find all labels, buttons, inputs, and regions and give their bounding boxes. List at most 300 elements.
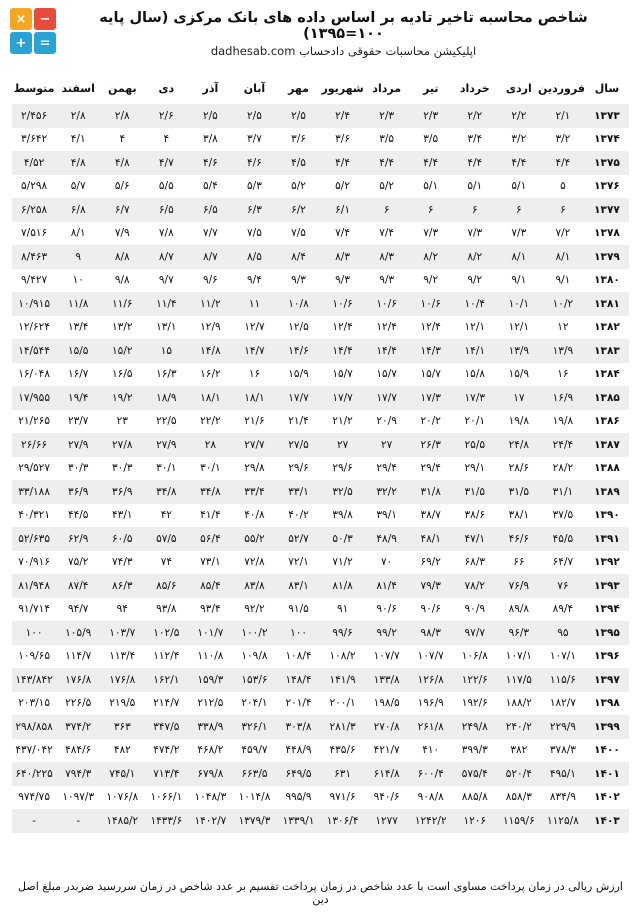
table-cell: ۱۷ (497, 386, 541, 410)
table-cell: ۲۱/۲ (321, 410, 365, 434)
table-cell: ۱۴/۳ (409, 339, 453, 363)
table-cell: ۲/۱ (541, 104, 585, 128)
table-cell: ۸/۱ (497, 245, 541, 269)
average-cell: ۸/۴۶۳ (12, 245, 56, 269)
table-row (12, 222, 629, 246)
table-cell: ۳۸/۷ (409, 504, 453, 528)
table-cell: ۱۵/۹ (497, 363, 541, 387)
table-cell: ۵/۶ (100, 175, 144, 199)
table-cell: ۱۲/۱ (453, 316, 497, 340)
table-cell: ۳۰/۳ (56, 457, 100, 481)
table-cell: ۴۷/۱ (453, 527, 497, 551)
index-table (12, 72, 629, 833)
table-cell: ۷۲/۱ (277, 551, 321, 575)
table-cell: ۶/۵ (144, 198, 188, 222)
minus-icon: − (34, 8, 56, 30)
table-cell: - (56, 809, 100, 833)
table-cell: ۳۷/۵ (541, 504, 585, 528)
table-cell: ۱۱/۶ (100, 292, 144, 316)
table-cell: ۱۱/۸ (56, 292, 100, 316)
table-cell: ۹۹۵/۹ (277, 786, 321, 810)
table-cell: ۹۱ (321, 598, 365, 622)
year-cell: ۱۳۹۲ (585, 551, 629, 575)
table-cell: ۱۰۷/۱ (541, 645, 585, 669)
table-cell: ۲۵/۵ (453, 433, 497, 457)
table-cell: ۴/۸ (100, 151, 144, 175)
table-cell: ۵/۵ (144, 175, 188, 199)
table-cell: ۶۷۹/۸ (188, 762, 232, 786)
table-cell: ۷/۵ (232, 222, 276, 246)
table-cell: ۱۰۸/۴ (277, 645, 321, 669)
table-row (12, 739, 629, 763)
table-cell: ۳۱/۸ (409, 480, 453, 504)
table-cell: ۱۲۰۶ (453, 809, 497, 833)
table-cell: ۹۰/۶ (409, 598, 453, 622)
table-cell: ۱۲/۹ (188, 316, 232, 340)
year-cell: ۱۳۹۶ (585, 645, 629, 669)
table-cell: ۶/۲ (277, 198, 321, 222)
table-cell: ۹/۲ (409, 269, 453, 293)
footer-note: ارزش ریالی در زمان پرداخت مساوی است با عدد شاخص در زمان پرداخت تقسیم بر عدد شاخص در زمان سررسید ضربدر مبلغ اصل دین (18, 880, 623, 906)
table-cell: ۱۵/۷ (365, 363, 409, 387)
table-cell: ۳۹۹/۳ (453, 739, 497, 763)
table-cell: ۲/۴ (321, 104, 365, 128)
table-cell: ۱۴/۴ (321, 339, 365, 363)
table-cell: ۲۴/۴ (541, 433, 585, 457)
table-cell: ۱۱ (232, 292, 276, 316)
table-cell: ۱۴۰۲/۷ (188, 809, 232, 833)
column-header: مرداد (372, 81, 402, 95)
table-row (12, 410, 629, 434)
table-cell: ۲۱۴/۷ (144, 692, 188, 716)
table-cell: ۶۶۳/۵ (232, 762, 276, 786)
table-cell: ۱۹۶/۹ (409, 692, 453, 716)
table-cell: ۸۵/۴ (188, 574, 232, 598)
table-cell: ۱۸/۱ (232, 386, 276, 410)
table-cell: ۲۰۱/۴ (277, 692, 321, 716)
table-cell: ۲۴۰/۲ (497, 715, 541, 739)
table-cell: ۳۰/۱ (144, 457, 188, 481)
average-cell: ۱۴/۵۴۴ (12, 339, 56, 363)
table-cell: ۲۷/۵ (277, 433, 321, 457)
table-row (12, 151, 629, 175)
table-header-row (12, 72, 629, 104)
year-cell: ۱۳۸۸ (585, 457, 629, 481)
table-cell: ۱۸/۹ (144, 386, 188, 410)
table-cell: ۱۰۴۸/۳ (188, 786, 232, 810)
table-cell: ۶۴۹/۵ (277, 762, 321, 786)
year-cell: ۱۳۸۰ (585, 269, 629, 293)
table-cell: ۲۷۰/۸ (365, 715, 409, 739)
table-cell: ۵/۲ (321, 175, 365, 199)
table-cell: ۱۰۷/۷ (409, 645, 453, 669)
year-cell: ۱۳۸۲ (585, 316, 629, 340)
table-cell: ۴۱/۴ (188, 504, 232, 528)
table-cell: ۸/۱ (541, 245, 585, 269)
table-cell: ۱۱۳/۴ (100, 645, 144, 669)
table-cell: ۴۱۰ (409, 739, 453, 763)
table-cell: ۱۹/۸ (541, 410, 585, 434)
table-cell: ۲۰۰/۱ (321, 692, 365, 716)
table-cell: ۴۸۴/۶ (56, 739, 100, 763)
table-cell: ۳۲/۵ (321, 480, 365, 504)
table-cell: ۱۱۲/۴ (144, 645, 188, 669)
table-cell: ۱۵/۸ (453, 363, 497, 387)
table-cell: ۱۰۵/۹ (56, 621, 100, 645)
table-cell: ۷۸/۲ (453, 574, 497, 598)
table-cell: ۱۶/۵ (100, 363, 144, 387)
table-cell: ۲۳/۷ (56, 410, 100, 434)
table-cell: ۷۶ (541, 574, 585, 598)
table-cell: ۹۷۱/۶ (321, 786, 365, 810)
table-cell: ۱۰/۴ (453, 292, 497, 316)
average-cell: ۳/۶۴۲ (12, 128, 56, 152)
average-cell: ۲۹/۵۲۷ (12, 457, 56, 481)
table-cell: ۳۸/۶ (453, 504, 497, 528)
table-cell: ۱۴۱/۹ (321, 668, 365, 692)
table-cell: ۱۱/۲ (188, 292, 232, 316)
multiply-icon: × (10, 8, 32, 30)
table-cell: ۹۸/۳ (409, 621, 453, 645)
table-cell: ۲۱۹/۵ (100, 692, 144, 716)
year-cell: ۱۴۰۱ (585, 762, 629, 786)
table-cell: ۷/۸ (144, 222, 188, 246)
average-cell: ۹۱/۷۱۴ (12, 598, 56, 622)
table-cell: ۹/۸ (100, 269, 144, 293)
table-cell: ۸۷/۴ (56, 574, 100, 598)
table-cell: ۱۹/۴ (56, 386, 100, 410)
table-cell: ۱۶۲/۱ (144, 668, 188, 692)
table-cell: ۸۵/۶ (144, 574, 188, 598)
table-cell: ۳۳۸/۹ (188, 715, 232, 739)
table-cell: ۲۳ (100, 410, 144, 434)
table-cell: ۱۷/۷ (365, 386, 409, 410)
table-cell: ۳۰/۳ (100, 457, 144, 481)
table-cell: ۱۰۹/۸ (232, 645, 276, 669)
year-cell: ۱۳۸۹ (585, 480, 629, 504)
table-cell: ۷/۵ (277, 222, 321, 246)
table-cell: ۱۰۷۶/۸ (100, 786, 144, 810)
table-cell: ۳۹/۱ (365, 504, 409, 528)
table-cell: ۵/۲ (277, 175, 321, 199)
table-cell: ۹/۱ (541, 269, 585, 293)
table-cell: ۷/۹ (100, 222, 144, 246)
table-cell: ۲/۳ (365, 104, 409, 128)
table-cell: ۹۲/۲ (232, 598, 276, 622)
average-cell: ۱۷/۹۵۵ (12, 386, 56, 410)
table-cell: ۶۸/۳ (453, 551, 497, 575)
table-cell: ۹ (56, 245, 100, 269)
table-cell: ۱۳۷۹/۳ (232, 809, 276, 833)
average-cell: ۷۰/۹۱۶ (12, 551, 56, 575)
table-cell: ۱۶ (541, 363, 585, 387)
column-header: متوسط (13, 81, 55, 95)
table-cell: ۲۶۱/۸ (409, 715, 453, 739)
table-cell: ۵/۳ (232, 175, 276, 199)
table-cell: ۶ (365, 198, 409, 222)
table-cell: ۲۷/۹ (56, 433, 100, 457)
table-cell: ۷/۴ (321, 222, 365, 246)
table-cell: ۸/۷ (144, 245, 188, 269)
table-cell: ۱۵/۷ (409, 363, 453, 387)
table-cell: ۶ (409, 198, 453, 222)
table-cell: ۴۲۱/۷ (365, 739, 409, 763)
table-cell: ۲۲/۵ (144, 410, 188, 434)
table-cell: ۱۸/۱ (188, 386, 232, 410)
table-cell: ۳۱/۱ (541, 480, 585, 504)
table-cell: ۷/۷ (188, 222, 232, 246)
table-cell: ۹۳/۸ (144, 598, 188, 622)
table-cell: ۹/۲ (453, 269, 497, 293)
table-cell: ۳۹/۸ (321, 504, 365, 528)
table-cell: ۴/۴ (409, 151, 453, 175)
average-cell: ۲۶/۶۶ (12, 433, 56, 457)
page-subtitle (60, 44, 627, 58)
table-cell: ۸/۳ (365, 245, 409, 269)
table-cell: ۲۲۹/۹ (541, 715, 585, 739)
table-cell: ۴/۴ (365, 151, 409, 175)
table-cell: ۱۹/۲ (100, 386, 144, 410)
table-cell: ۳۷۸/۳ (541, 739, 585, 763)
table-row (12, 786, 629, 810)
table-cell: ۲/۵ (188, 104, 232, 128)
table-cell: ۱۷۶/۸ (56, 668, 100, 692)
table-row (12, 551, 629, 575)
table-cell: ۴ (144, 128, 188, 152)
year-cell: ۱۳۸۶ (585, 410, 629, 434)
table-cell: ۱۰/۱ (497, 292, 541, 316)
year-cell: ۱۳۷۸ (585, 222, 629, 246)
table-row (12, 504, 629, 528)
table-cell: ۴۶۸/۲ (188, 739, 232, 763)
table-cell: ۲۲/۲ (188, 410, 232, 434)
table-cell: ۹۵ (541, 621, 585, 645)
table-cell: ۳۲/۲ (365, 480, 409, 504)
table-cell: ۶ (453, 198, 497, 222)
table-cell: ۱۰۷/۷ (365, 645, 409, 669)
year-cell: ۱۳۷۴ (585, 128, 629, 152)
table-cell: ۶۰/۵ (100, 527, 144, 551)
year-cell: ۱۳۷۶ (585, 175, 629, 199)
table-cell: ۷۹۴/۳ (56, 762, 100, 786)
table-cell: ۹۹/۶ (321, 621, 365, 645)
average-cell: ۶۴۰/۲۲۵ (12, 762, 56, 786)
table-cell: ۴/۴ (497, 151, 541, 175)
table-cell: ۴۸/۱ (409, 527, 453, 551)
table-cell: ۱۱/۴ (144, 292, 188, 316)
table-cell: ۳۴۷/۵ (144, 715, 188, 739)
table-cell: ۱۰۶۶/۱ (144, 786, 188, 810)
table-cell: ۳۴/۸ (188, 480, 232, 504)
average-cell: ۱۰/۹۱۵ (12, 292, 56, 316)
table-cell: ۵/۱ (409, 175, 453, 199)
table-cell: ۷۵/۲ (56, 551, 100, 575)
table-cell: ۴۴/۵ (56, 504, 100, 528)
average-cell: ۱۰۰ (12, 621, 56, 645)
table-cell: ۴۳/۱ (100, 504, 144, 528)
column-header: دی (158, 81, 175, 95)
table-row (12, 245, 629, 269)
table-cell: ۷/۳ (453, 222, 497, 246)
table-cell: ۵۷/۵ (144, 527, 188, 551)
year-cell: ۱۳۹۳ (585, 574, 629, 598)
table-cell: ۲۰/۹ (365, 410, 409, 434)
column-header: بهمن (107, 81, 137, 95)
table-cell: ۳۳/۱ (277, 480, 321, 504)
table-row (12, 128, 629, 152)
table-row (12, 598, 629, 622)
table-cell: ۱۰۶/۸ (453, 645, 497, 669)
year-cell: ۱۳۸۷ (585, 433, 629, 457)
table-cell: ۲۸ (188, 433, 232, 457)
table-cell: ۲۰/۱ (453, 410, 497, 434)
table-cell: ۶/۱ (321, 198, 365, 222)
table-cell: ۹۰۸/۸ (409, 786, 453, 810)
table-cell: ۸۹/۴ (541, 598, 585, 622)
column-header: اردی (505, 81, 532, 95)
table-cell: ۷/۳ (497, 222, 541, 246)
table-cell: ۲۹/۴ (409, 457, 453, 481)
table-cell: ۵ (541, 175, 585, 199)
average-cell: ۱۰۹/۶۵ (12, 645, 56, 669)
table-cell: ۴۸۲ (100, 739, 144, 763)
column-header: آذر (202, 81, 219, 95)
table-cell: ۱۴۸۵/۲ (100, 809, 144, 833)
year-cell: ۱۳۸۴ (585, 363, 629, 387)
table-cell: ۲/۸ (100, 104, 144, 128)
table-cell: ۱۹/۸ (497, 410, 541, 434)
table-cell: ۷۴۵/۱ (100, 762, 144, 786)
table-cell: ۲۶/۳ (409, 433, 453, 457)
table-cell: ۱۴/۸ (188, 339, 232, 363)
table-cell: ۸۶/۳ (100, 574, 144, 598)
app-logo (10, 8, 56, 54)
table-cell: ۱۵/۷ (321, 363, 365, 387)
average-cell: ۴/۵۲ (12, 151, 56, 175)
table-cell: ۱۱۲۵/۸ (541, 809, 585, 833)
table-cell: ۱۲۴۲/۲ (409, 809, 453, 833)
table-cell: ۸/۱ (56, 222, 100, 246)
table-cell: ۲۴۹/۸ (453, 715, 497, 739)
table-cell: ۶۱۴/۸ (365, 762, 409, 786)
table-cell: ۴/۵ (277, 151, 321, 175)
table-cell: ۲/۳ (409, 104, 453, 128)
table-cell: ۱۴۳۳/۶ (144, 809, 188, 833)
site-link[interactable]: dadhesab.com (210, 44, 296, 58)
table-cell: ۶/۵ (188, 198, 232, 222)
table-cell: ۶۹/۲ (409, 551, 453, 575)
table-cell: ۴/۴ (541, 151, 585, 175)
table-cell: ۷۴ (144, 551, 188, 575)
table-cell: ۱۱۴/۷ (56, 645, 100, 669)
average-cell: ۱۲/۶۲۴ (12, 316, 56, 340)
table-cell: ۱۴/۷ (232, 339, 276, 363)
average-cell: ۵/۲۹۸ (12, 175, 56, 199)
table-cell: ۱۵/۲ (100, 339, 144, 363)
table-cell: ۱۶ (232, 363, 276, 387)
table-cell: ۱۱۷/۵ (497, 668, 541, 692)
table-cell: ۲۸۱/۳ (321, 715, 365, 739)
table-cell: ۸/۵ (232, 245, 276, 269)
table-cell: ۴ (100, 128, 144, 152)
table-cell: ۸۳۴/۹ (541, 786, 585, 810)
table-cell: ۲۹/۱ (453, 457, 497, 481)
table-cell: ۱۰۱/۷ (188, 621, 232, 645)
table-cell: ۹/۳ (321, 269, 365, 293)
table-cell: ۱۰ (56, 269, 100, 293)
average-cell: ۷/۵۱۶ (12, 222, 56, 246)
equals-icon: = (34, 32, 56, 54)
average-cell: ۲۱/۲۶۵ (12, 410, 56, 434)
table-cell: ۱۳/۹ (541, 339, 585, 363)
table-cell: ۱۲/۴ (321, 316, 365, 340)
table-cell: ۲۰۴/۱ (232, 692, 276, 716)
year-cell: ۱۴۰۳ (585, 809, 629, 833)
table-cell: ۷۹/۳ (409, 574, 453, 598)
table-cell: ۹۴۰/۶ (365, 786, 409, 810)
table-cell: ۲۷/۸ (100, 433, 144, 457)
table-cell: ۳/۲ (541, 128, 585, 152)
table-cell: ۴۶/۶ (497, 527, 541, 551)
table-cell: ۱۵/۵ (56, 339, 100, 363)
table-cell: ۳۲۶/۱ (232, 715, 276, 739)
table-row (12, 339, 629, 363)
table-cell: ۳/۵ (409, 128, 453, 152)
table-cell: ۴/۸ (56, 151, 100, 175)
table-cell: ۵۰/۳ (321, 527, 365, 551)
table-cell: ۳۴/۸ (144, 480, 188, 504)
table-cell: ۳۳/۴ (232, 480, 276, 504)
table-cell: ۱۳/۱ (144, 316, 188, 340)
year-cell: ۱۳۹۸ (585, 692, 629, 716)
table-cell: ۳/۶ (321, 128, 365, 152)
table-row (12, 104, 629, 128)
average-cell: ۱۶/۰۴۸ (12, 363, 56, 387)
table-cell: ۲۰/۲ (409, 410, 453, 434)
year-cell: ۱۴۰۲ (585, 786, 629, 810)
table-cell: ۲۹/۴ (365, 457, 409, 481)
table-cell: ۱۲/۴ (365, 316, 409, 340)
table-cell: ۸/۳ (321, 245, 365, 269)
table-cell: ۱۰/۶ (365, 292, 409, 316)
column-header: فروردین (538, 81, 585, 95)
table-cell: ۳/۷ (232, 128, 276, 152)
table-cell: ۲۱/۴ (277, 410, 321, 434)
column-header: شهریور (321, 81, 364, 95)
year-cell: ۱۳۸۳ (585, 339, 629, 363)
year-cell: ۱۳۷۷ (585, 198, 629, 222)
table-row (12, 692, 629, 716)
table-cell: ۹۰/۹ (453, 598, 497, 622)
plus-icon: + (10, 32, 32, 54)
table-row (12, 645, 629, 669)
table-row (12, 433, 629, 457)
table-cell: ۸۳/۸ (232, 574, 276, 598)
table-cell: ۲۸/۶ (497, 457, 541, 481)
table-cell: ۹/۴ (232, 269, 276, 293)
year-cell: ۱۳۸۱ (585, 292, 629, 316)
table-cell: ۴۴۸/۹ (277, 739, 321, 763)
year-cell: ۱۳۹۱ (585, 527, 629, 551)
table-cell: ۱۴۸/۴ (277, 668, 321, 692)
average-cell: ۲/۴۵۶ (12, 104, 56, 128)
table-cell: ۱۷/۳ (453, 386, 497, 410)
column-header: مهر (288, 81, 309, 95)
table-cell: ۱۰/۲ (541, 292, 585, 316)
table-cell: ۵۷۵/۴ (453, 762, 497, 786)
table-cell: ۳/۵ (365, 128, 409, 152)
table-cell: ۱۰۱۴/۸ (232, 786, 276, 810)
